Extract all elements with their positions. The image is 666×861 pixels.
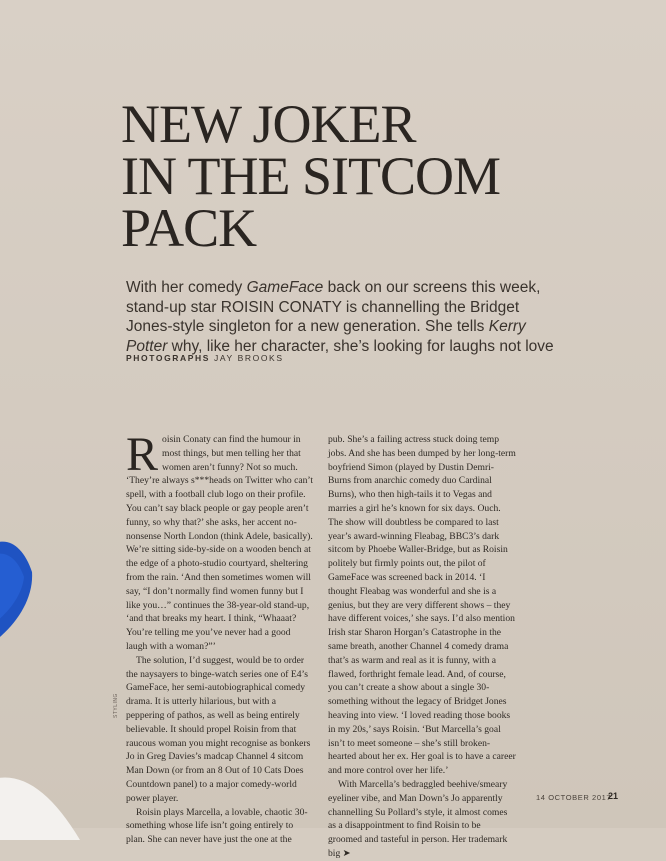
body-column-2 — [328, 433, 516, 861]
headline — [121, 94, 541, 258]
body-col1-para-3: Roisin plays Marcella, a lovable, chaotic 30-something whose life isn’t going entirely to plan. She can never have just the one at the — [126, 806, 308, 846]
body-col1-para-1: oisin Conaty can find the humour in most things, but men telling her that women aren’t funny? Not so much. ‘They’re always s***heads on Twitter who can’t spell, with a football club logo on their profile. You can’t say black people or gay people aren’t funny, so why that?’ she asks, her accent no-nonsense North London (think Adele, basically). We’re sitting side-by-side on a wooden bench at the edge of a photo-studio courtyard, sheltering from the rain. ‘And then sometimes women will say, “I don’t normally find women funny but I like you…” continues the 38-year-old stand-up, ‘and that breaks my heart. I think, “Whaaat? You’re telling me you’ve never had a good laugh with a woman?”’ — [126, 434, 314, 652]
headline-line-2: IN THE SITCOM — [121, 146, 501, 206]
page-number: 21 — [608, 791, 619, 801]
standfirst — [126, 278, 566, 356]
body-col2-para-1: pub. She’s a failing actress stuck doing temp jobs. And she has been dumped by her long-term boyfriend Simon (played by Dustin Demri-Burns from anarchic comedy duo Cardinal Burns), who then high-tails it to Vegas and marries a girl he’s known for six days. Ouch. The show will doubtless be compared to last year’s award-winning Fleabag, BBC3’s dark sitcom by Phoebe Waller-Bridge, but as Roisin politely but firmly points out, the pilot of GameFace was screened back in 2014. ‘I thought Fleabag was wonderful and she is a genius, but they are very different shows – they have different voices,’ she says. I’d also mention Irish star Sharon Horgan’s Catastrophe in the same breath, another Channel 4 comedy drama that’s as warm and real as it is funny, with a flawed, forthright female lead. And, of course, you can’t create a show about a single 30-something without the legacy of Bridget Jones heaving into view. ‘I loved reading those books in my 20s,’ says Roisin. ‘But Marcella’s goal isn’t to meet someone – she’s still broken-hearted about her ex. Her goal is to have a career and more control over her life.’ — [328, 434, 516, 777]
standfirst-text-c: why, like her character, she’s looking for laughs not love — [167, 337, 554, 355]
blue-fabric-shape — [0, 532, 34, 652]
photo-byline-label: PHOTOGRAPHS — [126, 353, 211, 363]
body-column-1 — [126, 428, 314, 847]
standfirst-author: Kerry Potter — [126, 318, 526, 355]
styling-credit: STYLING — [113, 693, 119, 718]
photo-byline — [126, 353, 284, 363]
body-col2-para-2: With Marcella’s bedraggled beehive/smeary eyeliner vibe, and Man Down’s Jo apparently channelling Su Pollard’s style, it almost comes as a disappointment to find Roisin to be groomed and tasteful in person. Her trademark big ➤ — [328, 778, 508, 859]
standfirst-text-a: With her comedy — [126, 279, 247, 296]
photo-byline-name: JAY BROOKS — [214, 353, 284, 363]
standfirst-text-b: back on our screens this week, stand-up star ROISIN CONATY is channelling the Bridget Jones-style singleton for a new generation. She tells — [126, 279, 541, 335]
folio-date: 14 OCTOBER 2017 — [536, 793, 612, 802]
body-col1-para-2: The solution, I’d suggest, would be to order the naysayers to binge-watch series one of E4’s GameFace, her semi-autobiographical comedy drama. It is utterly hilarious, but with a peppering of pathos, as well as being entirely believable. It should propel Roisin from that raucous woman you might recognise as bonkers Jo in Greg Davies’s madcap Channel 4 sitcom Man Down (or from an 8 Out of 10 Cats Does Countdown panel) to a major comedy-world power player. — [126, 654, 311, 804]
drop-cap: R — [126, 428, 159, 481]
headline-line-3: PACK — [121, 198, 257, 258]
white-object-corner — [0, 760, 80, 840]
standfirst-show-title: GameFace — [246, 279, 324, 296]
headline-line-1: NEW JOKER — [121, 94, 416, 154]
